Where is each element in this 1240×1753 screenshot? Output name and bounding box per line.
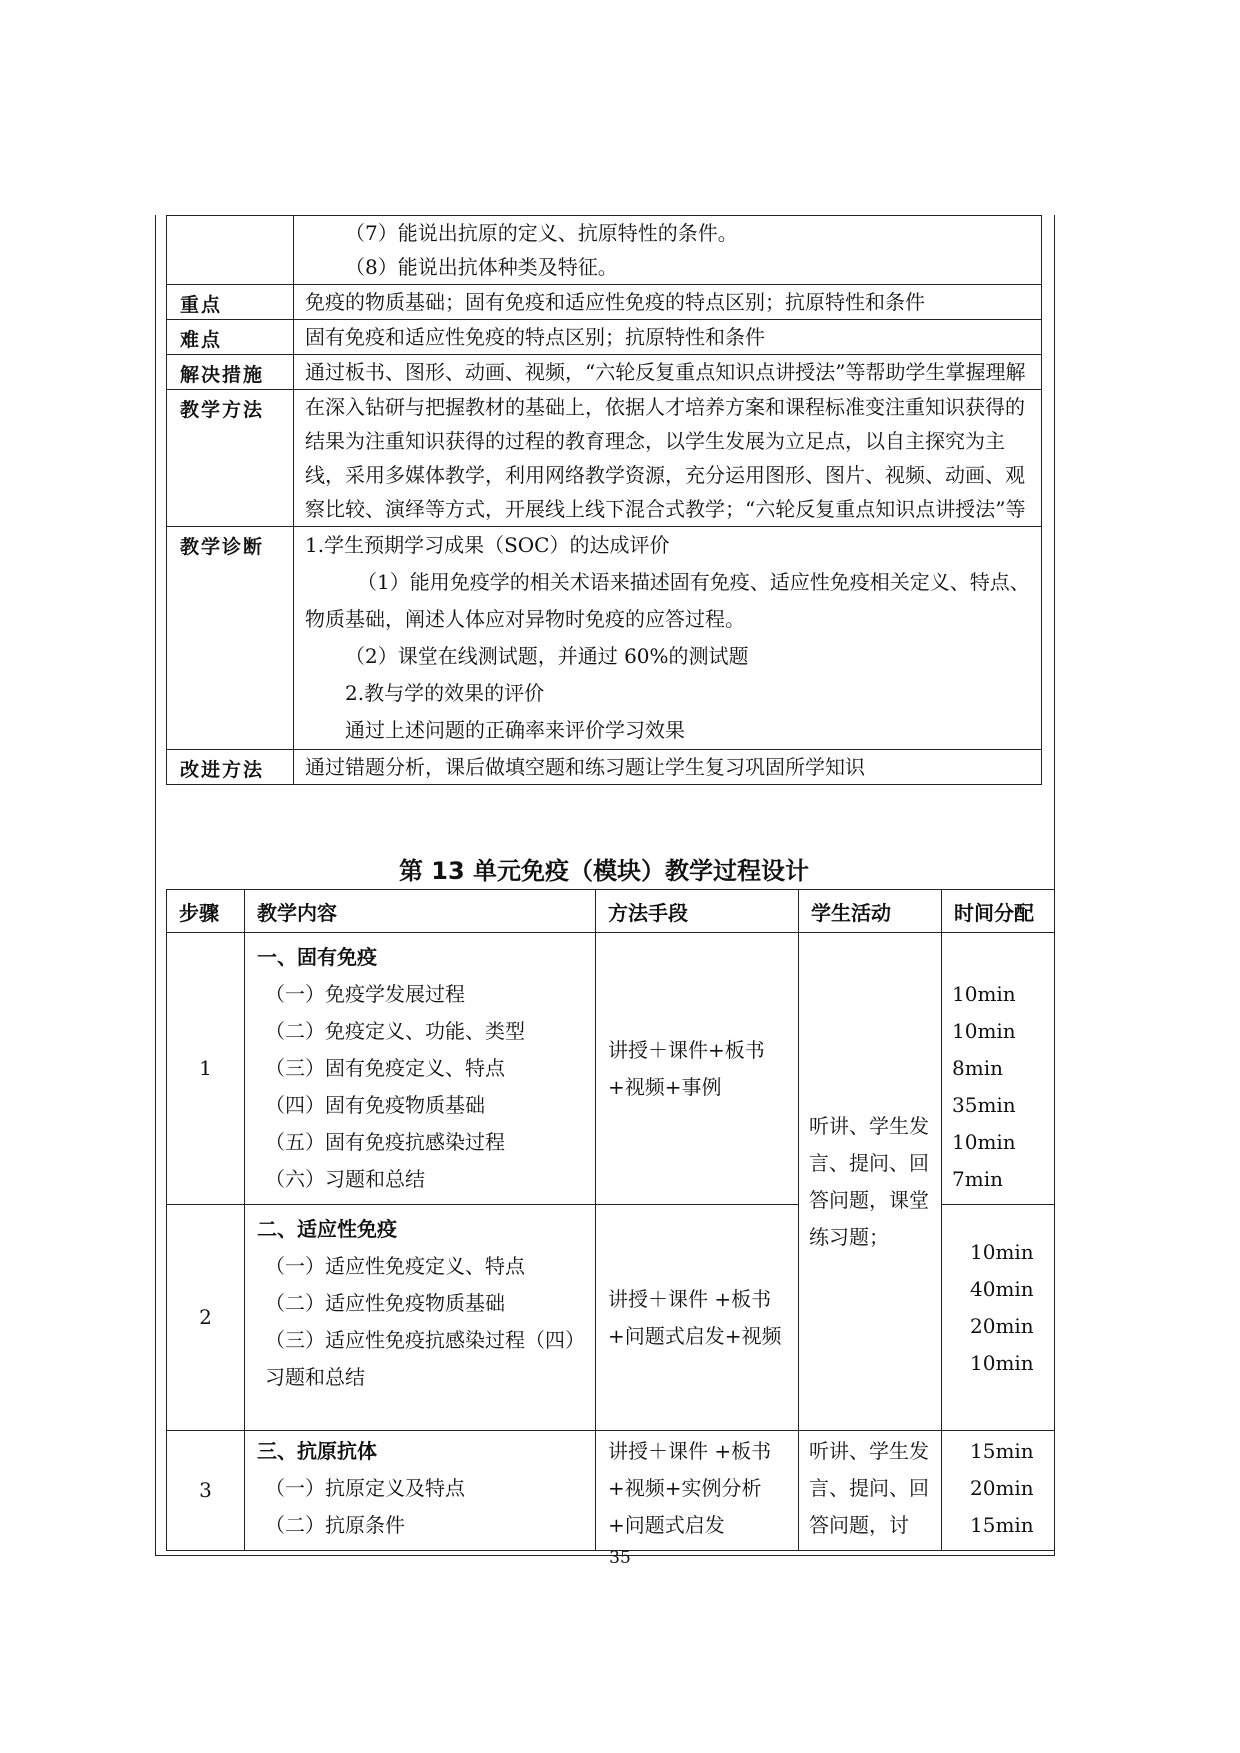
- step-number: 3: [167, 1431, 245, 1551]
- header-method: 方法手段: [596, 890, 799, 933]
- key-points-text: 免疫的物质基础；固有免疫和适应性免疫的特点区别；抗原特性和条件: [294, 285, 1042, 320]
- step-number: 2: [167, 1205, 245, 1431]
- activity-text: 听讲、学生发言、提问、回答问题，讨: [809, 1439, 929, 1537]
- time-value: 40min: [970, 1277, 1034, 1301]
- list-item: （二）免疫定义、功能、类型: [265, 1019, 525, 1043]
- section-heading: 二、适应性免疫: [257, 1217, 397, 1241]
- step-content: [245, 1431, 596, 1551]
- label-key-points: 重点: [167, 285, 294, 320]
- time-value: 10min: [952, 1130, 1016, 1154]
- header-content: 教学内容: [245, 890, 596, 933]
- table-row: [167, 527, 1042, 750]
- page-number: 35: [609, 1548, 631, 1568]
- time-allocation: [942, 1431, 1055, 1551]
- table-row: [167, 1431, 1055, 1551]
- diagnosis-text: [294, 527, 1042, 750]
- activity-text: 听讲、学生发言、提问、回答问题，课堂练习题；: [809, 1113, 929, 1249]
- time-value: 10min: [970, 1351, 1034, 1375]
- time-value: 8min: [952, 1056, 1003, 1080]
- step-activity: [799, 933, 942, 1431]
- method-text: 讲授＋课件 +板书+问题式启发+视频: [608, 1286, 782, 1348]
- label-difficulties: 难点: [167, 320, 294, 355]
- list-item: （二）抗原条件: [265, 1513, 405, 1537]
- table-row: [167, 750, 1042, 785]
- header-step: 步骤: [167, 890, 245, 933]
- method-text: 讲授＋课件 +板书+视频+实例分析+问题式启发: [608, 1439, 772, 1537]
- section-heading: 三、抗原抗体: [257, 1439, 377, 1463]
- diagnosis-line-2: （1）能用免疫学的相关术语来描述固有免疫、适应性免疫相关定义、特点、物质基础，阐述人体应对异物时免疫的应答过程。: [305, 570, 1030, 631]
- list-item: （三）适应性免疫抗感染过程（四）习题和总结: [265, 1328, 585, 1389]
- time-value: 20min: [970, 1476, 1034, 1500]
- diagnosis-line-3: （2）课堂在线测试题，并通过 60%的测试题: [345, 644, 749, 668]
- diagnosis-line-4: 2.教与学的效果的评价: [345, 681, 545, 705]
- improve-text: 通过错题分析，课后做填空题和练习题让学生复习巩固所学知识: [294, 750, 1042, 785]
- time-value: 10min: [952, 1019, 1016, 1043]
- teaching-method-text: 在深入钻研与把握教材的基础上，依据人才培养方案和课程标准变注重知识获得的结果为注重知识获得的过程的教育理念，以学生发展为立足点，以自主探究为主线，采用多媒体教学，利用网络教学资源，充分运用图形、图片、视频、动画、观察比较、演绎等方式，开展线上线下混合式教学；“六轮反复重点知识点讲授法”等: [294, 390, 1042, 527]
- method-text: 讲授＋课件+板书+视频+事例: [608, 1037, 765, 1099]
- step-method: [596, 1205, 799, 1431]
- step-content: [245, 1205, 596, 1431]
- diagnosis-line-1: 1.学生预期学习成果（SOC）的达成评价: [305, 533, 670, 557]
- table-row: [167, 285, 1042, 320]
- step-activity: [799, 1431, 942, 1551]
- section-heading: 一、固有免疫: [257, 945, 377, 969]
- table-row: [167, 355, 1042, 390]
- time-allocation: [942, 933, 1055, 1205]
- table-row: [167, 216, 1042, 285]
- step-method: [596, 933, 799, 1205]
- time-value: 10min: [970, 1240, 1034, 1264]
- diagnosis-line-5: 通过上述问题的正确率来评价学习效果: [345, 718, 685, 742]
- header-time: 时间分配: [942, 890, 1055, 933]
- process-table: [166, 889, 1055, 1551]
- solutions-text: 通过板书、图形、动画、视频，“六轮反复重点知识点讲授法”等帮助学生掌握理解: [294, 355, 1042, 390]
- step-method: [596, 1431, 799, 1551]
- time-value: 20min: [970, 1314, 1034, 1338]
- list-item: （六）习题和总结: [265, 1167, 425, 1191]
- time-value: 35min: [952, 1093, 1016, 1117]
- unit-title: 第 13 单元免疫（模块）教学过程设计: [398, 857, 810, 885]
- time-value: 15min: [970, 1513, 1034, 1537]
- row-text: [294, 216, 1042, 285]
- step-number: 1: [167, 933, 245, 1205]
- table-row: [167, 390, 1042, 527]
- table-row: [167, 320, 1042, 355]
- time-allocation: [942, 1205, 1055, 1431]
- label-improve: 改进方法: [167, 750, 294, 785]
- header-activity: 学生活动: [799, 890, 942, 933]
- list-item: （五）固有免疫抗感染过程: [265, 1130, 505, 1154]
- list-item: （一）免疫学发展过程: [265, 982, 465, 1006]
- label-diagnosis: 教学诊断: [167, 527, 294, 750]
- time-value: 7min: [952, 1167, 1003, 1191]
- table-row: [167, 933, 1055, 1205]
- header-row: [167, 890, 1055, 933]
- list-item: （二）适应性免疫物质基础: [265, 1291, 505, 1315]
- list-item: （三）固有免疫定义、特点: [265, 1056, 505, 1080]
- time-value: 10min: [952, 982, 1016, 1006]
- label-solutions: 解决措施: [167, 355, 294, 390]
- step-content: [245, 933, 596, 1205]
- objective-7: （7）能说出抗原的定义、抗原特性的条件。: [345, 221, 738, 245]
- difficulties-text: 固有免疫和适应性免疫的特点区别；抗原特性和条件: [294, 320, 1042, 355]
- time-value: 15min: [970, 1439, 1034, 1463]
- row-label: [167, 216, 294, 285]
- objective-8: （8）能说出抗体种类及特征。: [345, 255, 618, 279]
- list-item: （一）抗原定义及特点: [265, 1476, 465, 1500]
- label-teaching-method: 教学方法: [167, 390, 294, 527]
- list-item: （一）适应性免疫定义、特点: [265, 1254, 525, 1278]
- list-item: （四）固有免疫物质基础: [265, 1093, 485, 1117]
- objectives-table: [166, 215, 1042, 785]
